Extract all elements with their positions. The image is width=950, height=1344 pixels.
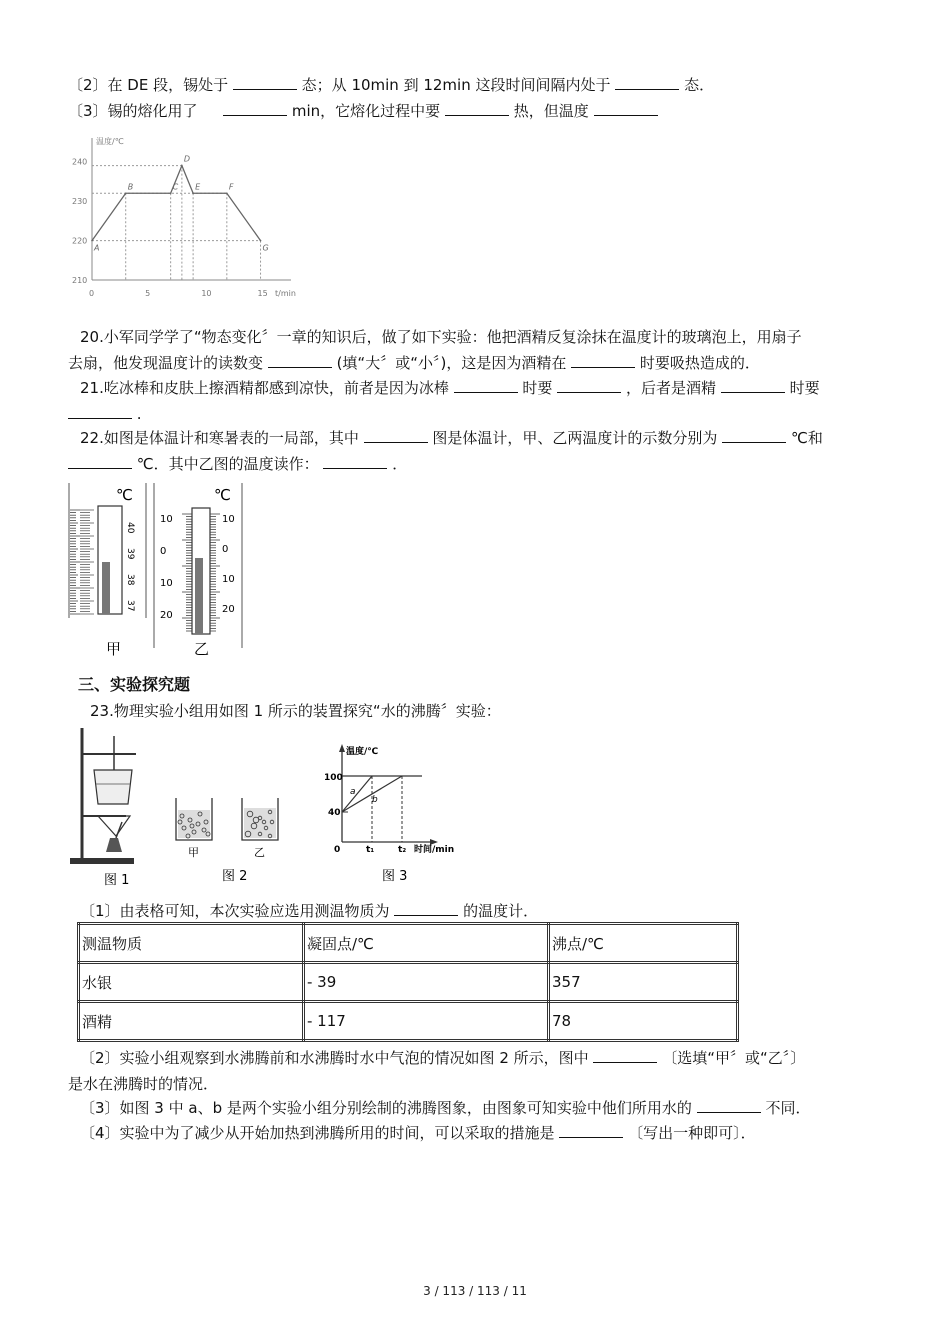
section-title: 三、实验探究题	[78, 675, 191, 694]
table-cell: - 39	[304, 963, 549, 1002]
fig1-caption: 图 1	[104, 873, 130, 888]
answer-blank[interactable]	[571, 353, 635, 368]
q20-line1: 20.小军同学学了“物态变化〞一章的知识后，做了如下实验：他把酒精反复涂抹在温度计的玻璃泡上，用扇子	[80, 328, 802, 346]
x-tick-label: 15	[257, 289, 268, 298]
x-tick-label: 0	[89, 289, 95, 298]
answer-blank[interactable]	[722, 428, 786, 443]
answer-blank[interactable]	[721, 378, 785, 393]
q22-line2: ℃．其中乙图的温度读作： ．	[68, 453, 407, 475]
data-point	[170, 192, 172, 194]
data-point	[125, 192, 127, 194]
point-label: A	[94, 243, 100, 253]
thermometer-jia-mercury	[102, 562, 110, 614]
table-cell: 78	[549, 1002, 738, 1041]
table-cell: 水银	[79, 963, 304, 1002]
answer-blank[interactable]	[697, 1098, 761, 1113]
chart-series	[91, 165, 261, 242]
thermometer-yi-caption: 乙	[194, 640, 210, 658]
y-tick-label: 220	[72, 236, 88, 246]
substance-table	[77, 922, 739, 1042]
thermometer-yi-left-tick: 10	[160, 578, 173, 589]
table-cell: - 117	[304, 1002, 549, 1041]
point-label: G	[262, 243, 269, 253]
graph-t2: t₂	[398, 845, 407, 855]
page-footer: 3 / 113 / 113 / 11	[423, 1284, 527, 1298]
thermometer-jia-caption: 甲	[106, 640, 122, 658]
table-header: 沸点/℃	[549, 924, 738, 963]
answer-blank[interactable]	[454, 378, 518, 393]
thermometer-jia-tick-label: 37	[125, 600, 135, 612]
answer-blank[interactable]	[68, 454, 132, 469]
answer-blank[interactable]	[615, 75, 679, 90]
answer-blank[interactable]	[593, 1048, 657, 1063]
point-label: D	[183, 154, 191, 164]
table-cell: 357	[549, 963, 738, 1002]
thermometer-yi-left-tick: 10	[160, 514, 173, 525]
thermometer-jia-tick-label: 38	[125, 574, 135, 586]
point-label: E	[195, 182, 201, 192]
graph-t1: t₁	[366, 845, 375, 855]
thermometer-figure	[66, 478, 256, 660]
answer-blank[interactable]	[394, 901, 458, 916]
boiling-apparatus	[70, 728, 136, 864]
q20-line2: 去扇，他发现温度计的读数变 (填“大〞或“小〞)，这是因为酒精在 时要吸热造成的．	[68, 354, 760, 372]
q23-part3: 〔3〕如图 3 中 a、b 是两个实验小组分别绘制的沸腾图象，由图象可知实验中他们所用水的 不同．	[80, 1099, 811, 1117]
q23-part2-cont: 是水在沸腾时的情况．	[68, 1075, 219, 1093]
table-cell: 酒精	[79, 1002, 304, 1041]
fig3-caption: 图 3	[382, 869, 408, 884]
q23-part4: 〔4〕实验中为了减少从开始加热到沸腾所用的时间，可以采取的措施是 〔写出一种即可〕．	[80, 1124, 756, 1142]
point-label: F	[228, 182, 234, 192]
thermometer-jia-tick-label: 39	[125, 548, 135, 560]
point-label: C	[172, 182, 179, 192]
answer-blank[interactable]	[233, 75, 297, 90]
unit-label-yi: ℃	[214, 486, 231, 504]
table-header: 凝固点/℃	[304, 924, 549, 963]
data-point	[91, 240, 93, 242]
chart-labels	[72, 136, 296, 298]
graph-xlabel: 时间/min	[414, 845, 455, 855]
graph-ylabel: 温度/℃	[346, 747, 379, 757]
data-point	[192, 192, 194, 194]
table-header-row	[79, 924, 738, 963]
chart-axes	[92, 138, 291, 280]
fig2-caption: 图 2	[222, 869, 248, 884]
x-axis-label: t/min	[275, 289, 296, 298]
q19-part3: 〔3〕锡的熔化用了 min，它熔化过程中要 热，但温度	[68, 100, 658, 122]
answer-blank[interactable]	[364, 428, 428, 443]
answer-blank[interactable]	[323, 454, 387, 469]
graph-origin: 0	[334, 845, 341, 855]
answer-blank[interactable]	[557, 378, 621, 393]
graph-tick-40: 40	[328, 808, 341, 818]
y-tick-label: 230	[72, 197, 88, 207]
answer-blank[interactable]	[594, 101, 658, 116]
graph-line-a: a	[350, 787, 356, 797]
beaker-jia-label: 甲	[188, 846, 199, 859]
thermometer-jia-tick-label: 40	[125, 522, 135, 534]
q23-part1: 〔1〕由表格可知，本次实验应选用测温物质为 的温度计．	[80, 902, 539, 920]
q23-intro: 23.物理实验小组用如图 1 所示的装置探究“水的沸腾〞实验：	[90, 702, 501, 720]
table-header: 测温物质	[79, 924, 304, 963]
thermometer-yi-right-tick: 0	[222, 544, 229, 555]
answer-blank[interactable]	[223, 101, 287, 116]
x-tick-label: 10	[201, 289, 212, 298]
point-label: B	[127, 182, 134, 192]
thermometer-yi-right-tick: 10	[222, 574, 235, 585]
answer-blank[interactable]	[268, 353, 332, 368]
temperature-series-line	[92, 166, 261, 241]
tin-melting-chart	[68, 130, 298, 305]
thermometer-yi-left-tick: 20	[160, 610, 173, 621]
thermometer-yi-right-tick: 20	[222, 604, 235, 615]
answer-blank[interactable]	[559, 1123, 623, 1138]
beaker-yi-label: 乙	[254, 846, 265, 859]
y-tick-label: 210	[72, 276, 88, 285]
graph-tick-100: 100	[324, 773, 343, 783]
boiling-figures	[66, 722, 466, 892]
graph-line-b: b	[372, 795, 378, 805]
data-point	[181, 165, 183, 167]
y-axis-label: 温度/℃	[96, 137, 124, 146]
thermometer-yi-column	[195, 558, 203, 634]
thermometer-yi-right-tick: 10	[222, 514, 235, 525]
answer-blank[interactable]	[68, 404, 132, 419]
beaker-yi	[242, 798, 278, 840]
data-point	[260, 240, 262, 242]
y-tick-label: 240	[72, 157, 88, 167]
thermometer-yi-left-tick: 0	[160, 546, 167, 557]
data-point	[226, 192, 228, 194]
unit-label-jia: ℃	[116, 486, 133, 504]
q21-line2: .	[68, 403, 142, 425]
q21-line1: 21.吃冰棒和皮肤上擦酒精都感到凉快，前者是因为冰棒 时要 ，后者是酒精 时要	[80, 379, 820, 397]
answer-blank[interactable]	[445, 101, 509, 116]
q22-line1: 22.如图是体温计和寒暑表的一局部，其中 图是体温计，甲、乙两温度计的示数分别为 ℃和	[80, 429, 823, 447]
table-row	[79, 963, 738, 1002]
table-row	[79, 1002, 738, 1041]
q23-part2: 〔2〕实验小组观察到水沸腾前和水沸腾时水中气泡的情况如图 2 所示，图中 〔选填“甲〞或“乙〞〕	[80, 1049, 806, 1067]
x-tick-label: 5	[145, 289, 151, 298]
q19-part2: 〔2〕在 DE 段，锡处于 态；从 10min 到 12min 这段时间间隔内处于 态．	[68, 76, 715, 94]
boiling-graph	[324, 744, 454, 855]
